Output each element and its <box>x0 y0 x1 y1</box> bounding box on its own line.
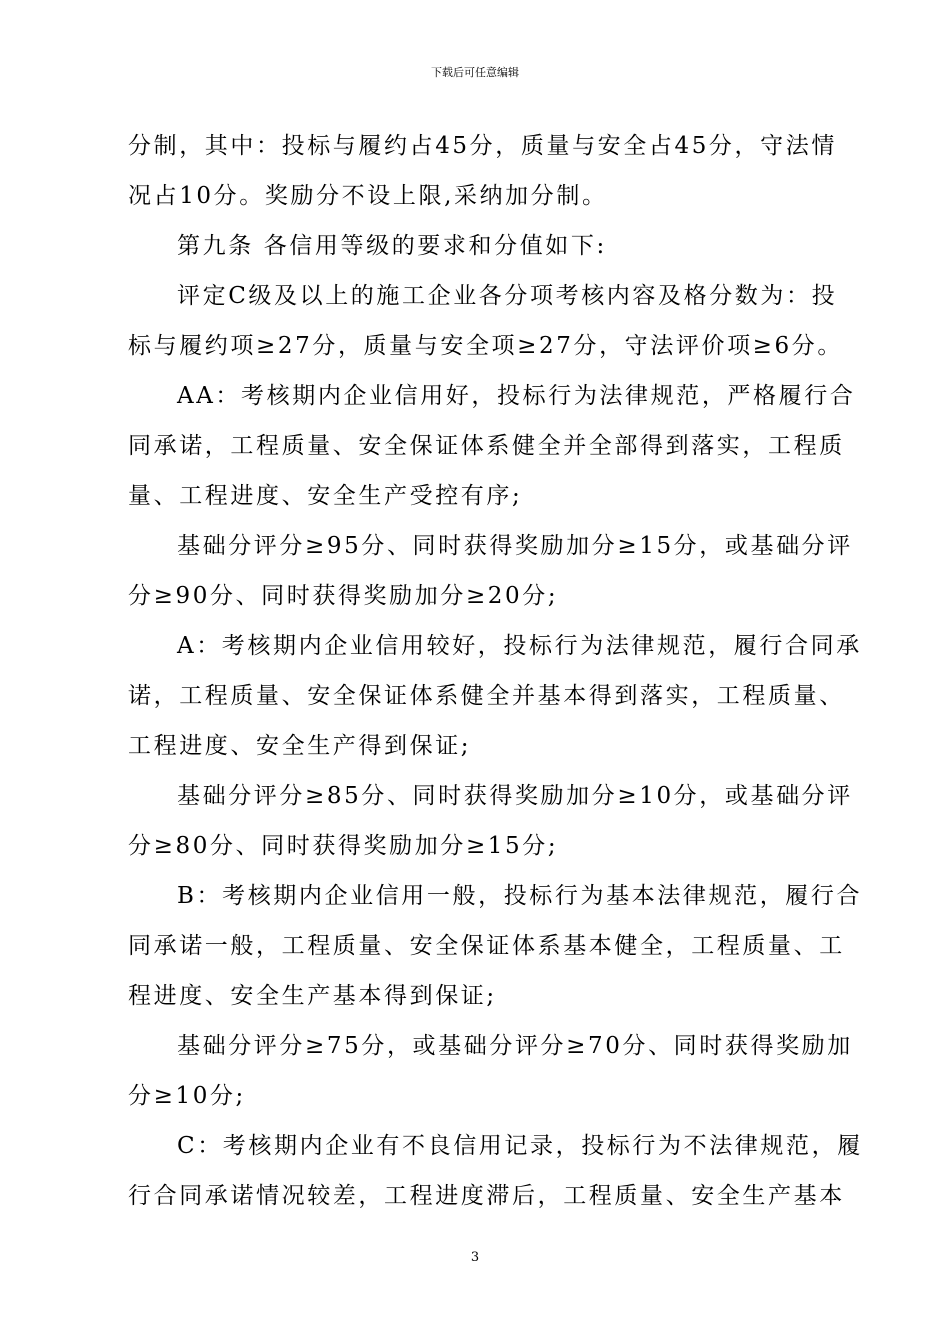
grade-aa-desc-3: 量、工程进度、安全生产受控有序; <box>128 483 523 509</box>
grade-c-desc-2: 行合同承诺情况较差，工程进度滞后，工程质量、安全生产基本 <box>128 1183 845 1209</box>
grade-a-desc-2: 诺，工程质量、安全保证体系健全并基本得到落实，工程质量、 <box>128 683 845 709</box>
grade-b-desc-3: 程进度、安全生产基本得到保证; <box>128 983 497 1009</box>
text-line-5: 标与履约项≥27分，质量与安全项≥27分，守法评价项≥6分。 <box>128 333 843 359</box>
grade-b-desc-2: 同承诺一般，工程质量、安全保证体系基本健全，工程质量、工 <box>128 933 845 959</box>
text-line-2: 况占10分。奖励分不设上限,采纳加分制。 <box>128 183 608 209</box>
text-line-1: 分制，其中：投标与履约占45分，质量与安全占45分，守法情 <box>128 133 837 159</box>
grade-b-desc-1: B：考核期内企业信用一般，投标行为基本法律规范，履行合 <box>177 883 863 909</box>
grade-aa-desc-1: AA：考核期内企业信用好，投标行为法律规范，严格履行合 <box>177 383 856 409</box>
grade-a-desc-1: A：考核期内企业信用较好，投标行为法律规范，履行合同承 <box>177 633 862 659</box>
grade-aa-desc-2: 同承诺，工程质量、安全保证体系健全并全部得到落实，工程质 <box>128 433 845 459</box>
page-header: 下载后可任意编辑 <box>431 66 519 79</box>
text-line-4: 评定C级及以上的施工企业各分项考核内容及格分数为：投 <box>177 283 838 309</box>
page-number: 3 <box>470 1250 480 1265</box>
grade-a-desc-3: 工程进度、安全生产得到保证; <box>128 733 472 759</box>
grade-b-score-1: 基础分评分≥75分，或基础分评分≥70分、同时获得奖励加 <box>177 1033 853 1059</box>
article-heading: 第九条 各信用等级的要求和分值如下: <box>177 233 607 259</box>
grade-aa-score-1: 基础分评分≥95分、同时获得奖励加分≥15分，或基础分评 <box>177 533 853 559</box>
grade-a-score-1: 基础分评分≥85分、同时获得奖励加分≥10分，或基础分评 <box>177 783 853 809</box>
grade-b-score-2: 分≥10分; <box>128 1083 246 1109</box>
document-body <box>128 121 863 1221</box>
grade-aa-score-2: 分≥90分、同时获得奖励加分≥20分; <box>128 583 559 609</box>
grade-a-score-2: 分≥80分、同时获得奖励加分≥15分; <box>128 833 559 859</box>
grade-c-desc-1: C：考核期内企业有不良信用记录，投标行为不法律规范，履 <box>177 1133 863 1159</box>
